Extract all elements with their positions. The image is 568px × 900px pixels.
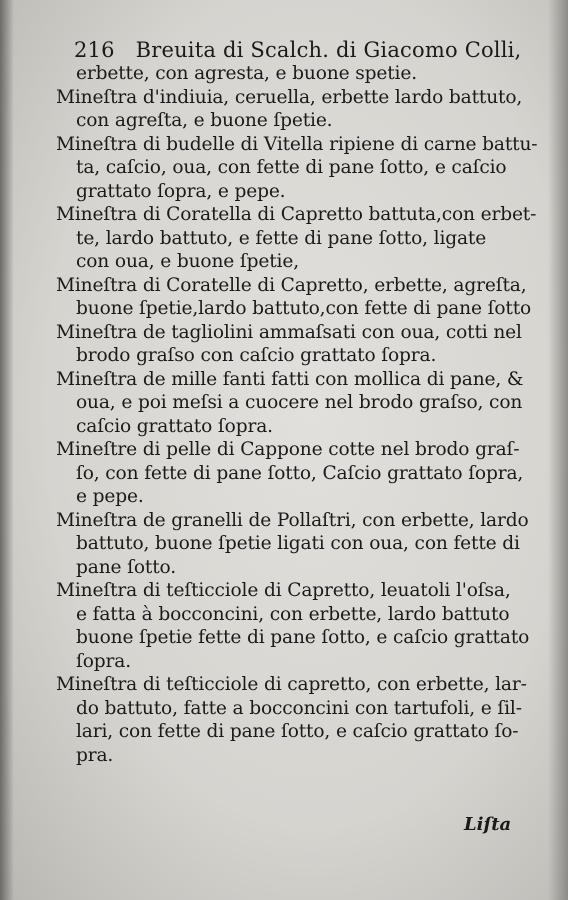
catchword: Liſta — [464, 814, 512, 835]
text-line: oua, e poi meſsi a cuocere nel brodo graſso, con — [76, 392, 523, 413]
text-line: e pepe. — [76, 486, 144, 507]
entry-first-line: Mineſtra de tagliolini ammaſsati con oua, cotti nel — [56, 321, 522, 343]
entry-first-line: Mineſtra de mille fanti fatti con mollica di pane, & — [56, 368, 524, 390]
entry-first-line: Mineſtra di Coratella di Capretto battuta,con erbet- — [56, 204, 537, 225]
text-line: grattato ſopra, e pepe. — [76, 180, 286, 202]
entry-first-line: Mineſtra di Coratelle di Capretto, erbette, agreſta, — [56, 274, 527, 296]
page-number: 216 — [74, 38, 115, 62]
running-title: Breuita di Scalch. di Giacomo Colli, — [135, 38, 522, 62]
text-line: buone ſpetie,lardo battuto,con fette di pane ſotto — [76, 298, 532, 319]
text-line: te, lardo battuto, e fette di pane ſotto, ligate — [76, 227, 487, 249]
text-line: ſopra. — [76, 650, 131, 672]
text-line: brodo graſso con caſcio grattato ſopra. — [76, 345, 437, 366]
text-line: con agreſta, e buone ſpetie. — [76, 110, 333, 131]
entry-first-line: Mineſtra di teſticciole di Capretto, leuatoli l'oſsa, — [56, 580, 511, 601]
recipe-list — [50, 62, 545, 767]
entry-first-line: Mineſtre di pelle di Cappone cotte nel brodo graſ- — [56, 439, 520, 460]
text-line: pane ſotto. — [76, 556, 177, 578]
text-line: ſo, con fette di pane ſotto, Caſcio grattato ſopra, — [76, 462, 524, 484]
text-line: ta, caſcio, oua, con fette di pane ſotto, e caſcio — [76, 157, 507, 178]
text-line: e fatta à bocconcini, con erbette, lardo battuto — [76, 603, 510, 625]
text-line: erbette, con agresta, e buone spetie. — [76, 63, 417, 84]
text-line: battuto, buone ſpetie ligati con oua, con fette di — [76, 533, 520, 554]
entry-first-line: Mineſtra de granelli de Pollaſtri, con erbette, lardo — [56, 509, 529, 531]
text-line: caſcio grattato ſopra. — [76, 415, 273, 437]
text-line: con oua, e buone ſpetie, — [76, 251, 299, 272]
text-line: buone ſpetie fette di pane ſotto, e caſcio grattato — [76, 627, 530, 648]
text-line: pra. — [76, 744, 114, 766]
page-header — [74, 38, 528, 62]
text-line: do battuto, fatte a bocconcini con tartufoli, e ſil- — [76, 697, 522, 719]
entry-first-line: Mineſtra d'indiuia, ceruella, erbette lardo battuto, — [56, 86, 523, 108]
entry-first-line: Mineſtra di budelle di Vitella ripiene di carne battu- — [56, 133, 538, 155]
text-line: lari, con fette di pane ſotto, e caſcio grattato ſo- — [76, 721, 519, 742]
entry-first-line: Mineſtra di teſticciole di capretto, con erbette, lar- — [56, 674, 527, 695]
